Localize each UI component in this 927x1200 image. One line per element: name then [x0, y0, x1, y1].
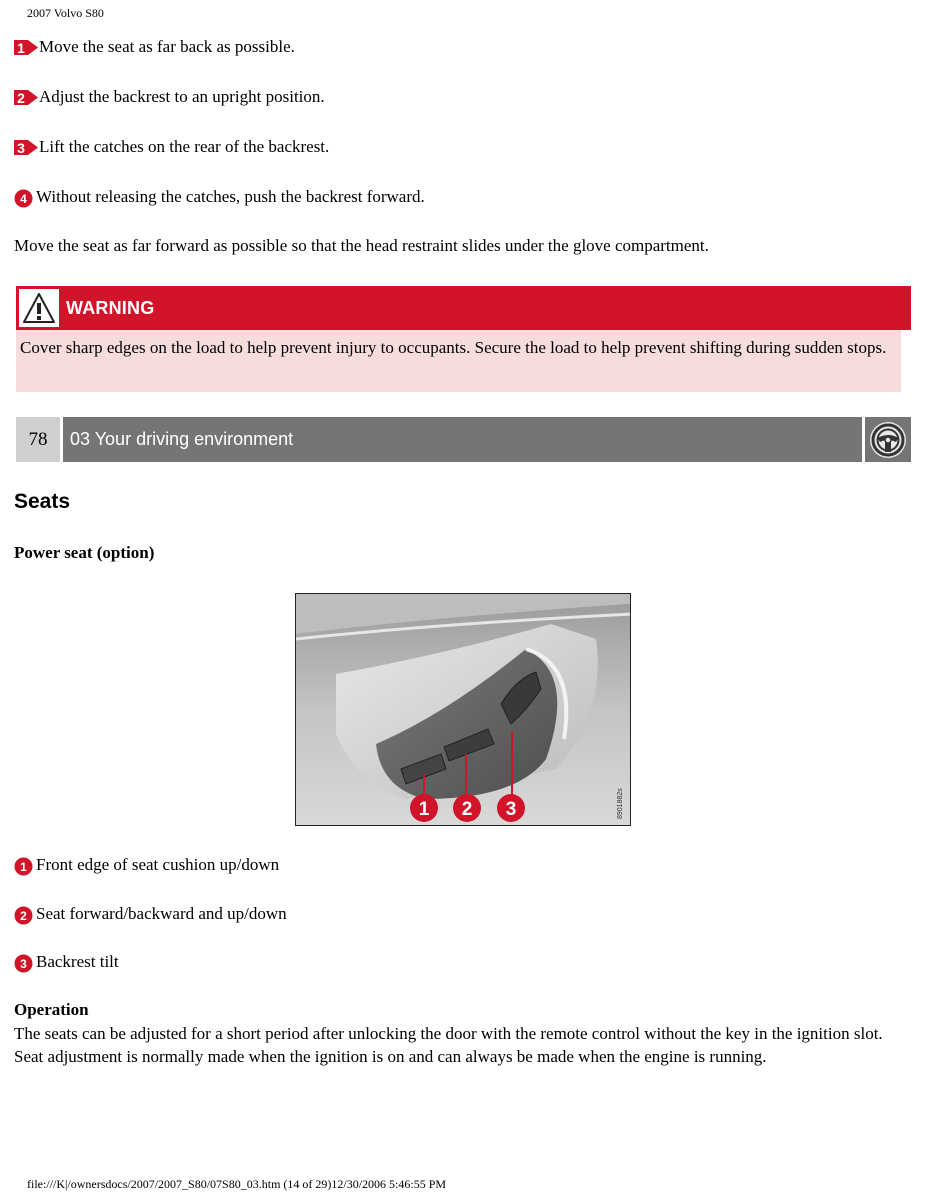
legend-2-number: 2 — [20, 909, 27, 923]
warning-triangle-icon — [22, 292, 56, 324]
figure-callout-3: 3 — [505, 799, 517, 820]
operation-text: The seats can be adjusted for a short period after unlocking the door with the remote control without the key in the ignition slot. Seat adjustment is normally made when the ignition is on and can always be made when the engine is running. — [14, 1024, 883, 1066]
step-item — [14, 37, 295, 57]
page-header: 2007 Volvo S80 — [27, 6, 104, 20]
legend-3-circle-icon — [14, 954, 33, 973]
steering-wheel-icon — [869, 421, 907, 459]
subsection-title: Power seat (option) — [14, 543, 155, 562]
legend-3-number: 3 — [20, 957, 27, 971]
power-seat-controls-figure — [295, 593, 631, 826]
instruction-paragraph: Move the seat as far forward as possible so that the head restraint slides under the glove compartment. — [14, 236, 709, 255]
step-2-arrow-icon — [14, 88, 38, 107]
step-1-arrow-number: 1 — [17, 39, 25, 56]
chapter-bar — [63, 417, 862, 462]
legend-item — [14, 903, 287, 925]
legend-2-text: Seat forward/backward and up/down — [36, 904, 287, 923]
warning-text: Cover sharp edges on the load to help prevent injury to occupants. Secure the load to help prevent shifting during sudden stops. — [16, 330, 901, 392]
figure-code: 8901882s — [617, 788, 624, 819]
legend-2-circle-icon — [14, 906, 33, 925]
step-3-arrow-icon — [14, 138, 38, 157]
operation-title: Operation — [14, 1000, 89, 1019]
legend-1-circle-icon — [14, 857, 33, 876]
figure-callout-2: 2 — [461, 799, 473, 820]
legend-1-text: Front edge of seat cushion up/down — [36, 855, 280, 874]
step-item — [14, 87, 325, 107]
figure-callout-1: 1 — [418, 799, 430, 820]
section-title: Seats — [14, 490, 71, 513]
page-number: 78 — [16, 417, 60, 462]
step-3-text: Lift the catches on the rear of the backrest. — [39, 137, 330, 156]
power-seat-illustration — [296, 594, 631, 826]
step-2-text: Adjust the backrest to an upright position. — [39, 87, 325, 106]
step-3-arrow-number: 3 — [17, 139, 25, 156]
step-item — [14, 137, 329, 157]
legend-item — [14, 854, 279, 876]
warning-icon-box — [19, 289, 59, 327]
chapter-title: 03 Your driving environment — [70, 429, 294, 449]
step-1-arrow-icon — [14, 38, 38, 57]
legend-1-number: 1 — [20, 860, 27, 874]
warning-header — [16, 286, 911, 330]
chapter-icon-box — [865, 417, 911, 462]
legend-item — [14, 951, 119, 973]
legend-3-text: Backrest tilt — [36, 952, 119, 971]
warning-label: WARNING — [66, 297, 155, 318]
step-4-circle-number: 4 — [20, 192, 27, 206]
page-footer: file:///K|/ownersdocs/2007/2007_S80/07S80_03.htm (14 of 29)12/30/2006 5:46:55 PM — [27, 1177, 447, 1191]
step-4-text: Without releasing the catches, push the backrest forward. — [36, 187, 425, 206]
step-1-text: Move the seat as far back as possible. — [39, 37, 295, 56]
step-4-circle-icon — [14, 189, 33, 208]
step-item — [14, 186, 425, 208]
step-2-arrow-number: 2 — [17, 89, 25, 106]
